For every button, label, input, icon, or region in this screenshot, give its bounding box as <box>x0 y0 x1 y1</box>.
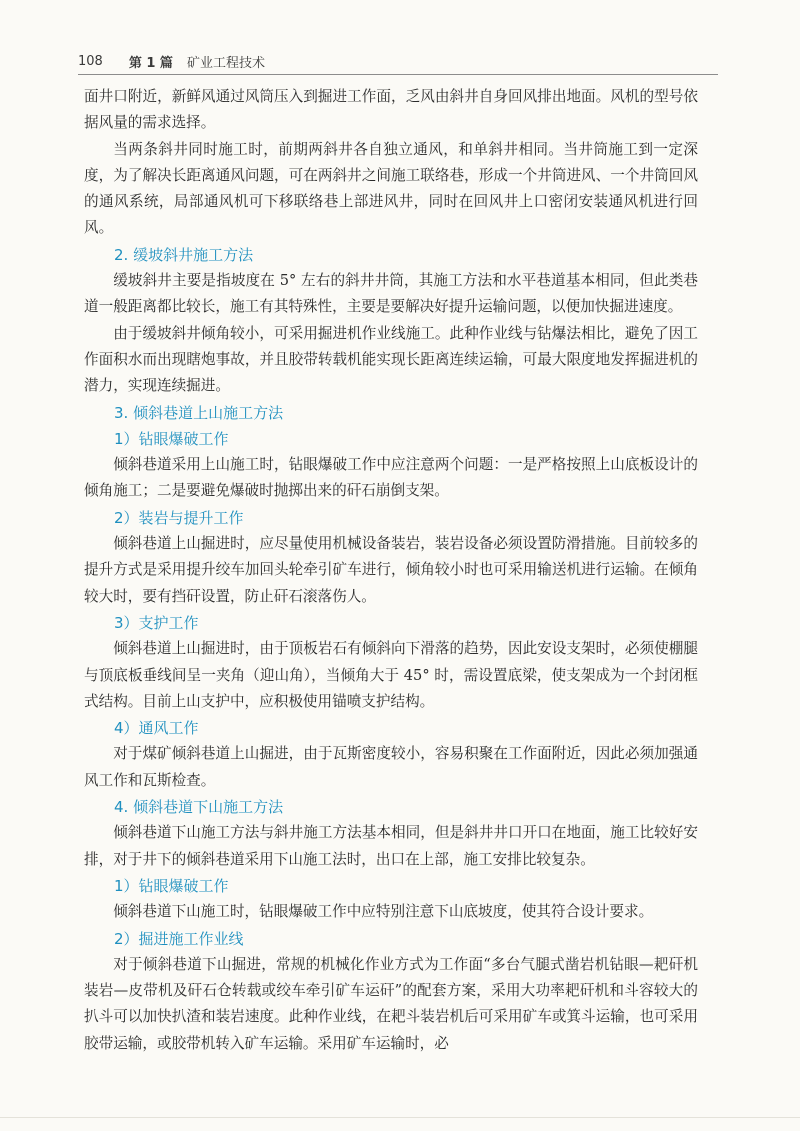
body-paragraph: 倾斜巷道上山掘进时，由于顶板岩石有倾斜向下滑落的趋势，因此安设支架时，必须使棚腿与顶底板垂线间呈一夹角（迎山角），当倾角大于 45° 时，需设置底梁，使支架成为一个封闭框式结构。目前上山支护中，应积极使用锚喷支护结构。 <box>84 640 698 710</box>
subsection-heading: 3）支护工作 <box>114 613 199 632</box>
page-number: 108 <box>78 53 103 69</box>
section-heading: 3. 倾斜巷道上山施工方法 <box>114 403 284 422</box>
subsection-heading: 1）钻眼爆破工作 <box>114 876 229 895</box>
part-label: 第 1 篇 <box>128 55 173 71</box>
body-paragraph: 对于倾斜巷道下山掘进，常规的机械化作业方式为工作面“多台气腿式凿岩机钻眼—耙矸机装岩—皮带机及矸石仓转载或绞车牵引矿车运矸”的配套方案，采用大功率耙矸机和斗容较大的扒斗可以加快扒渣和装岩速度。此种作业线，在耙斗装岩机后可采用矿车或箕斗运输，也可采用胶带运输，或胶带机转入矿车运输。采用矿车运输时，必 <box>84 955 698 1052</box>
body-paragraph: 面井口附近，新鲜风通过风筒压入到掘进工作面，乏风由斜井自身回风排出地面。风机的型号依据风量的需求选择。 <box>84 88 698 132</box>
subsection-heading: 2）掘进施工作业线 <box>114 929 244 948</box>
running-header <box>78 50 718 72</box>
header-divider <box>78 74 718 75</box>
section-heading: 2. 缓坡斜井施工方法 <box>114 245 254 264</box>
body-paragraph: 对于煤矿倾斜巷道上山掘进，由于瓦斯密度较小，容易积聚在工作面附近，因此必须加强通风工作和瓦斯检查。 <box>84 745 698 789</box>
subsection-heading: 2）装岩与提升工作 <box>114 508 244 527</box>
body-paragraph: 由于缓坡斜井倾角较小，可采用掘进机作业线施工。此种作业线与钻爆法相比，避免了因工作面积水而出现瞎炮事故，并且胶带转载机能实现长距离连续运输，可最大限度地发挥掘进机的潜力，实现连续掘进。 <box>84 324 698 395</box>
body-paragraph: 缓坡斜井主要是指坡度在 5° 左右的斜井井筒，其施工方法和水平巷道基本相同，但此类巷道一般距离都比较长，施工有其特殊性，主要是要解决好提升运输问题，以便加快掘进速度。 <box>84 272 698 316</box>
page-body <box>84 84 698 1057</box>
body-paragraph: 当两条斜井同时施工时，前期两斜井各自独立通风，和单斜井相同。当井筒施工到一定深度，为了解决长距离通风问题，可在两斜井之间施工联络巷，形成一个井筒进风、一个井筒回风的通风系统，局部通风机可下移联络巷上部进风井，同时在回风井上口密闭安装通风机进行回风。 <box>84 140 698 237</box>
body-paragraph: 倾斜巷道采用上山施工时，钻眼爆破工作中应注意两个问题：一是严格按照上山底板设计的倾角施工；二是要避免爆破时抛掷出来的矸石崩倒支架。 <box>84 456 698 500</box>
subsection-heading: 1）钻眼爆破工作 <box>114 429 229 448</box>
section-heading: 4. 倾斜巷道下山施工方法 <box>114 798 284 817</box>
body-paragraph: 倾斜巷道上山掘进时，应尽量使用机械设备装岩，装岩设备必须设置防滑措施。目前较多的提升方式是采用提升绞车加回头轮牵引矿车进行，倾角较小时也可采用输送机进行运输。在倾角较大时，要有挡矸设置，防止矸石滚落伤人。 <box>84 535 698 605</box>
subsection-heading: 4）通风工作 <box>114 719 199 738</box>
body-paragraph: 倾斜巷道下山施工时，钻眼爆破工作中应特别注意下山底坡度，使其符合设计要求。 <box>113 903 654 921</box>
bottom-divider <box>0 1117 800 1118</box>
section-title: 矿业工程技术 <box>186 55 265 71</box>
body-paragraph: 倾斜巷道下山施工方法与斜井施工方法基本相同，但是斜井井口开口在地面，施工比较好安排，对于井下的倾斜巷道采用下山施工法时，出口在上部，施工安排比较复杂。 <box>84 824 698 868</box>
